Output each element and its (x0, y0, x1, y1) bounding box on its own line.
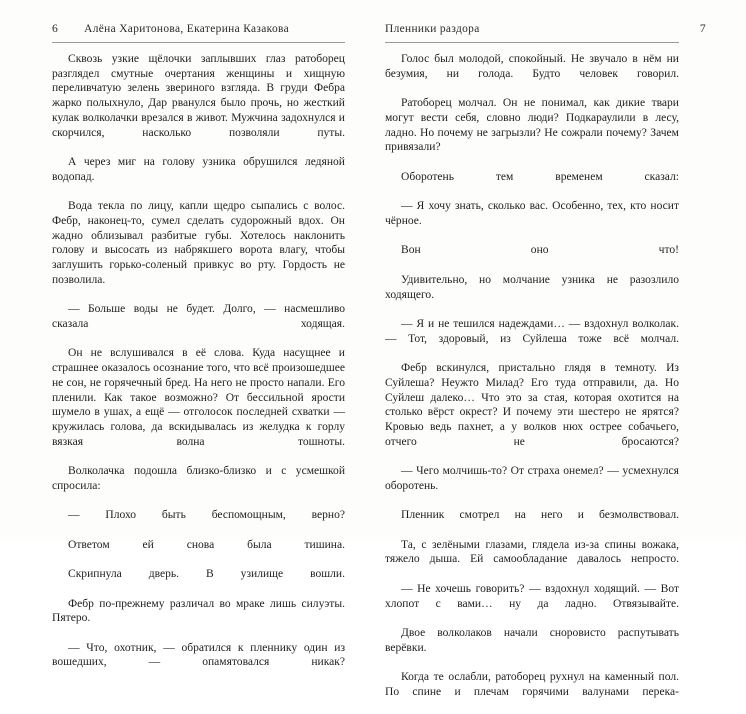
right-body-text (385, 52, 679, 714)
paragraph: Та, с зелёными глазами, глядела из-за спины вожака, тяжело дыша. Ей самообладание давалось непросто. (385, 538, 679, 566)
right-running-title: Пленники раздора (385, 23, 480, 35)
paragraph: Оборотень тем временем сказал: (401, 170, 679, 183)
left-page (0, 0, 373, 669)
left-running-head (52, 22, 345, 38)
paragraph: Фебр по-прежнему различал во мраке лишь силуэты. Пятеро. (52, 597, 345, 625)
right-running-head (385, 22, 706, 38)
left-head-rule (52, 42, 345, 43)
paragraph: Скрипнула дверь. В узилище вошли. (68, 568, 345, 581)
paragraph: А через миг на голову узника обрушился ледяной водопад. (52, 156, 345, 183)
paragraph: Двое волколаков начали сноровисто распутывать верёвки. (385, 627, 679, 654)
paragraph: — Я и не тешился надеждами… — вздохнул волколак. — Тот, здоровый, из Суйлеша тоже всё молчал. (385, 317, 679, 345)
paragraph: — Я хочу знать, сколько вас. Особенно, тех, кто носит чёрное. (385, 200, 679, 227)
paragraph: Когда те ослабли, ратоборец рухнул на каменный пол. По спине и плечам горячими валунами перека- (385, 671, 679, 698)
paragraph: Пленник смотрел на него и безмолвствовал. (401, 509, 679, 522)
paragraph: Вон оно что! (401, 244, 679, 257)
paragraph: — Плохо быть беспомощным, верно? (68, 509, 345, 522)
paragraph: Голос был молодой, спокойный. Не звучало в нём ни безумия, ни голода. Будто человек говорил. (385, 53, 679, 80)
paragraph: — Больше воды не будет. Долго, — насмешливо сказала ходящая. (52, 303, 345, 330)
right-head-rule (385, 42, 679, 43)
paragraph: Ратоборец молчал. Он не понимал, как дикие твари могут вести себя, словно люди? Подкараулили в лесу, ладно. Но почему не загрызли? Не сожрали почему? Зачем привязали? (385, 97, 679, 154)
paragraph: Волколачка подошла близко-близко и с усмешкой спросила: (52, 465, 345, 492)
paragraph: Ответом ей снова была тишина. (68, 538, 345, 551)
paragraph: Вода текла по лицу, капли щедро сыпались с волос. Фебр, наконец-то, сумел сделать судорожный вдох. Он жадно облизывал разбитые губы. Хотелось наклонить голову и высосать из набрякшего ворота влагу, чтобы заглушить горько-соленый привкус во рту. Гордость не позволила. (52, 200, 345, 286)
left-folio: 6 (52, 22, 59, 35)
paragraph: Фебр вскинулся, пристально глядя в темноту. Из Суйлеша? Неужто Милад? Его туда отправили, да. Но Суйлеш далеко… Что это за стая, которая охотится на столько вёрст окрест? И почему эти шестеро не ярятся? Кровью ведь пахнет, а у волков нюх острее собачьего, отчего не бросаются? (385, 362, 679, 448)
left-body-text (52, 52, 345, 685)
paragraph: — Не хочешь говорить? — вздохнул ходящий. — Вот хлопот с вами… ну да ладно. Отвязывайте. (385, 582, 679, 610)
paragraph: — Что, охотник, — обратился к пленнику один из вошедших, — опамятовался никак? (52, 641, 345, 669)
paragraph: Сквозь узкие щёлочки заплывших глаз ратоборец разглядел смутные очертания женщины и хищную переливчатую зелень звериного взгляда. В груди Фебра жарко полыхнуло, Дар рванулся было прочь, но жесткий кулак волколачки врезался в живот. Мужчина задохнулся и скорчился, насколько позволяли путы. (52, 53, 345, 139)
paragraph: Удивительно, но молчание узника не разозлило ходящего. (385, 273, 679, 301)
right-page (373, 0, 746, 698)
left-running-title: Алёна Харитонова, Екатерина Казакова (84, 23, 289, 35)
paragraph: — Чего молчишь-то? От страха онемел? — усмехнулся оборотень. (385, 465, 679, 492)
paragraph: Он не вслушивался в её слова. Куда насущнее и страшнее оказалось осознание того, что всё произошедшее не сон, не горячечный бред. На него не просто напали. Его пленили. Как такое возможно? От бессильной ярости шумело в ушах, а ещё — отголосок последней схватки — кружилась голова, да вскидывалась из желудка к горлу вязкая волна тошноты. (52, 347, 345, 448)
right-folio: 7 (699, 22, 706, 35)
